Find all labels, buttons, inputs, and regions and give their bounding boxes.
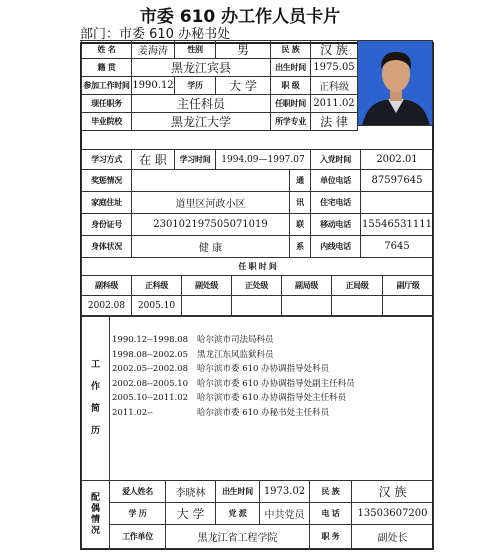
contact-char-xun: 讯 [290, 192, 311, 214]
history-entry [112, 348, 432, 363]
study-time-value: 1994.09—1997.07 [216, 150, 311, 170]
history-position: 哈尔滨市委 610 办协调指导处副主任科员 [197, 378, 355, 389]
portrait-photo [357, 40, 433, 126]
mobile-value: 15546531111 [361, 214, 434, 236]
id-number-label: 身份证号 [82, 214, 132, 236]
spouse-birth-label: 出生时间 [216, 481, 260, 503]
history-position: 哈尔滨市司法局科员 [197, 335, 274, 345]
history-position: 哈尔滨市委 610 办秘书处主任科员 [197, 407, 330, 418]
health-value: 健 康 [132, 236, 290, 258]
spouse-work-value: 黑龙江省工程学院 [166, 525, 310, 549]
history-position: 哈尔滨市委 610 办协调指导处科员 [197, 364, 330, 374]
spouse-name-value: 李晓林 [166, 481, 216, 503]
spouse-education-value: 大 学 [166, 503, 216, 525]
native-place-label: 籍 贯 [82, 59, 132, 77]
rank-label: 职 级 [271, 77, 311, 95]
tenure-rank-date [383, 296, 434, 316]
card-title: 市委 610 办工作人员卡片 [139, 7, 341, 27]
tenure-rank-date [282, 296, 332, 316]
tenure-header: 任 职 时 间 [82, 258, 434, 276]
current-post-value: 主任科员 [132, 95, 271, 113]
contact-char-tong: 通 [290, 170, 311, 192]
education-value: 大 学 [216, 77, 271, 95]
spouse-post-label: 职 务 [310, 525, 352, 549]
spouse-party-value: 中共党员 [260, 503, 310, 525]
spouse-party-label: 党 派 [216, 503, 260, 525]
home-phone-value [361, 192, 434, 214]
spouse-birth-value: 1973.02 [260, 481, 310, 503]
tenure-rank-date [182, 296, 232, 316]
major-label: 所学专业 [271, 113, 311, 131]
work-history-list [112, 333, 432, 420]
ethnicity-label: 民 族 [271, 41, 311, 59]
internal-phone-value: 7645 [361, 236, 434, 258]
spouse-char-2: 偶 [90, 503, 100, 514]
internal-phone-label: 内线电话 [311, 236, 361, 258]
tenure-rank-date [332, 296, 383, 316]
basic-info-table [81, 40, 358, 131]
tenure-rank-label: 副局级 [282, 276, 332, 296]
history-char-4: 历 [90, 426, 100, 436]
education-label: 学历 [175, 77, 216, 95]
post-time-label: 任职时间 [271, 95, 311, 113]
history-period: 1998.08--2002.05 [112, 349, 189, 360]
graduated-school-label: 毕业院校 [82, 113, 132, 131]
post-time-value: 2011.02 [311, 95, 358, 113]
spouse-ethnicity-value: 汉 族 [352, 481, 434, 503]
birth-date-label: 出生时间 [271, 59, 311, 77]
work-phone-value: 87597645 [361, 170, 434, 192]
ethnicity-value: 汉 族 [311, 41, 358, 59]
name-value: 姜海涛 [132, 41, 175, 59]
history-entry [112, 391, 432, 406]
spouse-education-label: 学 历 [110, 503, 166, 525]
join-party-label: 入党时间 [311, 150, 361, 170]
spouse-table [81, 480, 434, 549]
contact-info-table [81, 149, 434, 258]
join-party-value: 2002.01 [361, 150, 434, 170]
native-place-value: 黑龙江宾县 [132, 59, 271, 77]
home-phone-label: 住宅电话 [311, 192, 361, 214]
tenure-rank-label: 副厅级 [383, 276, 434, 296]
history-entry [112, 333, 432, 348]
health-label: 身体状况 [82, 236, 132, 258]
id-number-value: 230102197505071019 [132, 214, 290, 236]
spouse-ethnicity-label: 民 族 [310, 481, 352, 503]
work-start-value: 1990.12 [132, 77, 175, 95]
history-period: 2005.10--2011.02 [112, 393, 189, 403]
birth-date-value: 1975.05 [311, 59, 358, 77]
graduated-school-value: 黑龙江大学 [132, 113, 271, 131]
work-start-label: 参加工作时间 [82, 77, 132, 95]
tenure-rank-date: 2002.08 [82, 296, 132, 316]
name-label: 姓 名 [82, 41, 132, 59]
home-address-label: 家庭住址 [82, 192, 132, 214]
history-period: 2002.08--2005.10 [112, 378, 189, 389]
spouse-char-1: 配 [90, 492, 100, 503]
history-char-3: 简 [90, 404, 100, 414]
tenure-rank-date: 2005.10 [132, 296, 182, 316]
home-address-value: 道里区河政小区 [132, 192, 290, 214]
spouse-post-value: 副处长 [352, 525, 434, 549]
work-history-side-label [82, 317, 110, 481]
contact-char-lian: 联 [290, 214, 311, 236]
tenure-rank-label: 副处级 [182, 276, 232, 296]
history-entry [112, 406, 432, 421]
tenure-table [81, 257, 434, 316]
spouse-work-label: 工作单位 [110, 525, 166, 549]
gender-value: 男 [216, 41, 271, 59]
study-form-value: 在 职 [132, 150, 175, 170]
spouse-phone-value: 13503607200 [352, 503, 434, 525]
spouse-name-label: 爱人姓名 [110, 481, 166, 503]
spouse-char-3: 情 [90, 514, 100, 525]
tenure-rank-label: 正科级 [132, 276, 182, 296]
history-char-2: 作 [90, 382, 100, 392]
rank-value: 正科级 [311, 77, 358, 95]
major-value: 法 律 [311, 113, 358, 131]
history-entry [112, 362, 432, 377]
gender-label: 性别 [175, 41, 216, 59]
history-period: 2002.05--2002.08 [112, 364, 189, 374]
current-post-label: 现任职务 [82, 95, 132, 113]
contact-char-xi: 系 [290, 236, 311, 258]
department-label: 部门：市委 610 办秘书处 [80, 27, 231, 42]
spouse-char-4: 况 [90, 525, 100, 536]
awards-value [132, 170, 290, 192]
awards-label: 奖惩情况 [82, 170, 132, 192]
work-phone-label: 单位电话 [311, 170, 361, 192]
study-form-label: 学习方式 [82, 150, 132, 170]
mobile-label: 移动电话 [311, 214, 361, 236]
tenure-rank-date [232, 296, 282, 316]
history-period: 2011.02-- [112, 407, 153, 418]
history-period: 1990.12--1998.08 [112, 335, 189, 345]
spouse-phone-label: 电 话 [310, 503, 352, 525]
history-char-1: 工 [90, 360, 100, 370]
history-position: 黑龙江东风监狱科员 [197, 349, 274, 360]
tenure-rank-label: 正处级 [232, 276, 282, 296]
history-position: 哈尔滨市委 610 办协调指导处主任科员 [197, 393, 347, 403]
history-entry [112, 377, 432, 392]
tenure-rank-label: 副科级 [82, 276, 132, 296]
spouse-side-label [82, 481, 110, 549]
tenure-rank-label: 正局级 [332, 276, 383, 296]
study-time-label: 学习时间 [175, 150, 216, 170]
